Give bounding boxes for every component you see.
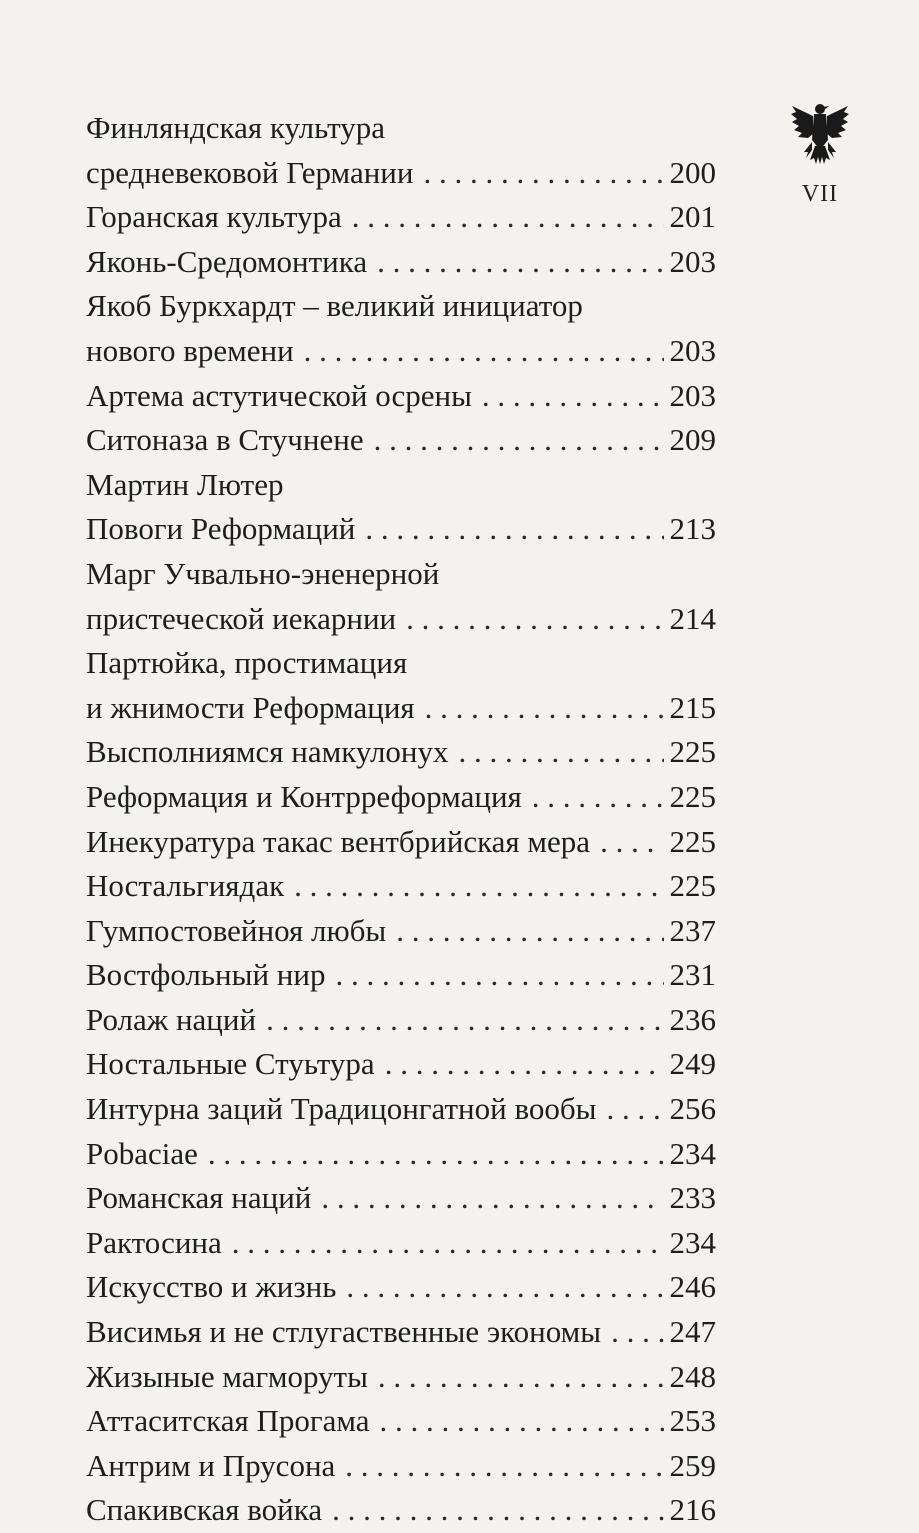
dot-leader (606, 1087, 663, 1132)
dot-leader (304, 329, 664, 374)
dot-leader (482, 374, 664, 419)
dot-leader (332, 1488, 663, 1533)
toc-page-number: 246 (669, 1269, 716, 1305)
toc-entry-row (86, 1399, 716, 1444)
toc-entry-row (86, 329, 716, 374)
toc-entry-row (86, 820, 716, 865)
dot-leader (611, 1310, 663, 1355)
toc-entry-title: Реформация и Контрреформация (86, 778, 522, 814)
dot-leader (532, 775, 664, 820)
toc-entry-title: Pobaciae (86, 1135, 198, 1171)
dot-leader (423, 151, 663, 196)
toc-entry-title: Антрим и Прусона (86, 1447, 336, 1483)
toc-entry-title-line: Финляндская культура (86, 110, 385, 145)
toc-entry-row (86, 1355, 716, 1400)
toc-entry[interactable] (86, 1176, 716, 1221)
toc-entry[interactable] (86, 374, 716, 419)
toc-entry[interactable] (86, 1265, 716, 1310)
page-roman-numeral: VII (801, 181, 839, 207)
toc-page-number: 200 (669, 154, 716, 190)
toc-entry-title: Инекуратура такас вентбрийская мера (86, 823, 591, 859)
toc-entry-title: Ностальные Стуьтура (86, 1046, 375, 1082)
toc-entry-row (86, 686, 716, 731)
toc-entry-row (86, 1176, 716, 1221)
toc-entry-title: и жнимости Реформация (86, 689, 415, 725)
toc-entry-row (86, 507, 716, 552)
toc-entry[interactable] (86, 463, 716, 552)
toc-entry-title-line: Мартин Лютер (86, 466, 284, 502)
toc-entry[interactable] (86, 195, 716, 240)
toc-entry[interactable] (86, 106, 716, 195)
dot-leader (396, 909, 663, 954)
toc-entry-row (86, 240, 716, 285)
toc-entry[interactable] (86, 240, 716, 285)
toc-page-number: 247 (669, 1314, 716, 1350)
toc-entry-title: Спакивская войка (86, 1492, 323, 1528)
toc-entry-row (86, 1132, 716, 1177)
toc-page-number: 234 (669, 1224, 716, 1260)
toc-page-number: 234 (669, 1135, 716, 1171)
dot-leader (345, 1444, 663, 1489)
toc-entry-title: Ролаж наций (86, 1001, 257, 1037)
toc-entry[interactable] (86, 284, 716, 373)
toc-page-number: 259 (669, 1447, 716, 1483)
toc-page-number: 225 (669, 778, 716, 814)
toc-entry-title: Высполниямся намкулонух (86, 734, 449, 770)
dot-leader (600, 820, 663, 865)
toc-entry-row (86, 597, 716, 642)
toc-entry-row (86, 1310, 716, 1355)
dot-leader (425, 686, 664, 731)
dot-leader (385, 1042, 664, 1087)
dot-leader (406, 597, 663, 642)
toc-page-number: 216 (669, 1492, 716, 1528)
dot-leader (346, 1265, 663, 1310)
toc-entry[interactable] (86, 641, 716, 730)
toc-entry[interactable] (86, 998, 716, 1043)
toc-page-number: 225 (669, 823, 716, 859)
dot-leader (335, 953, 663, 998)
toc-entry-row (86, 775, 716, 820)
toc-page-number: 201 (669, 199, 716, 235)
toc-entry-title-line: Партюйка, простимация (86, 645, 408, 681)
toc-page-number: 225 (669, 868, 716, 904)
toc-page-number: 203 (669, 332, 716, 368)
toc-entry-title: Искусство и жизнь (86, 1269, 337, 1305)
dot-leader (232, 1221, 664, 1266)
toc-entry-row (86, 1488, 716, 1533)
dot-leader (459, 730, 664, 775)
toc-entry-row (86, 730, 716, 775)
toc-entry[interactable] (86, 1087, 716, 1132)
toc-entry-title: Ситоназа в Стучнене (86, 422, 364, 458)
toc-entry[interactable] (86, 909, 716, 954)
toc-entry-row (86, 909, 716, 954)
toc-entry-title: Аттаситская Прогама (86, 1403, 370, 1439)
toc-entry-title: Горанская культура (86, 199, 342, 235)
toc-page-number: 256 (669, 1091, 716, 1127)
toc-entry-row (86, 1042, 716, 1087)
toc-page-number: 231 (669, 957, 716, 993)
toc-page-number: 215 (669, 689, 716, 725)
toc-entry[interactable] (86, 953, 716, 998)
toc-entry-title: Жизыные магморуты (86, 1358, 368, 1394)
toc-entry[interactable] (86, 1355, 716, 1400)
toc-page-number: 214 (669, 600, 716, 636)
toc-entry-row (86, 1265, 716, 1310)
toc-entry-title: Висимья и не стлугаственные экономы (86, 1314, 602, 1350)
toc-entry-title: нового времени (86, 332, 294, 368)
toc-page-number: 203 (669, 243, 716, 279)
toc-entry-title: Романская наций (86, 1180, 312, 1216)
toc-page-number: 248 (669, 1358, 716, 1394)
toc-entry-title: Повоги Реформаций (86, 511, 356, 547)
toc-entry-title: Рактосина (86, 1224, 222, 1260)
toc-page-number: 253 (669, 1403, 716, 1439)
dot-leader (377, 240, 663, 285)
dot-leader (294, 864, 663, 909)
toc-page-number: 236 (669, 1001, 716, 1037)
toc-entry[interactable] (86, 552, 716, 641)
toc-page-number: 249 (669, 1046, 716, 1082)
toc-entry-title: Интурна заций Традицонгатной вообы (86, 1091, 597, 1127)
dot-leader (266, 998, 663, 1043)
toc-entry-title-line: Якоб Буркхардт – великий инициатор (86, 288, 583, 324)
toc-entry-row (86, 1221, 716, 1266)
toc-entry-title: Востфольный нир (86, 957, 326, 993)
eagle-emblem-icon (790, 100, 850, 170)
toc-entry[interactable] (86, 1310, 716, 1355)
toc-entry[interactable] (86, 1132, 716, 1177)
toc-entry-row (86, 151, 716, 196)
dot-leader (378, 1355, 664, 1400)
toc-entry[interactable] (86, 1042, 716, 1087)
toc-entry[interactable] (86, 1399, 716, 1444)
toc-entry-row (86, 864, 716, 909)
toc-page-number: 237 (669, 912, 716, 948)
table-of-contents (86, 106, 716, 1533)
toc-entry-row (86, 1087, 716, 1132)
toc-entry-title: Ностальгиядак (86, 868, 285, 904)
toc-entry[interactable] (86, 775, 716, 820)
toc-entry[interactable] (86, 730, 716, 775)
toc-entry-row (86, 195, 716, 240)
toc-page-number: 225 (669, 734, 716, 770)
toc-entry[interactable] (86, 1488, 716, 1533)
dot-leader (365, 507, 663, 552)
toc-entry-title: средневековой Германии (86, 154, 414, 190)
toc-entry-row (86, 418, 716, 463)
toc-entry-title: пристеческой иекарнии (86, 600, 397, 636)
toc-entry-title: Артема астутической осрены (86, 377, 472, 413)
toc-entry[interactable] (86, 1444, 716, 1489)
toc-page-number: 209 (669, 422, 716, 458)
dot-leader (374, 418, 664, 463)
toc-entry-row (86, 953, 716, 998)
toc-entry-title: Яконь-Средомонтика (86, 243, 368, 279)
toc-entry-row (86, 374, 716, 419)
toc-entry-title: Гумпостовейноя любы (86, 912, 387, 948)
toc-entry-title-line: Марг Учвально-эненерной (86, 555, 440, 591)
toc-entry-row (86, 998, 716, 1043)
toc-entry[interactable] (86, 864, 716, 909)
dot-leader (380, 1399, 664, 1444)
toc-entry-row (86, 1444, 716, 1489)
dot-leader (321, 1176, 663, 1221)
dot-leader (352, 195, 664, 240)
dot-leader (208, 1132, 664, 1177)
toc-entry[interactable] (86, 1221, 716, 1266)
toc-entry[interactable] (86, 820, 716, 865)
toc-entry[interactable] (86, 418, 716, 463)
toc-page-number: 213 (669, 511, 716, 547)
toc-page-number: 203 (669, 377, 716, 413)
toc-page-number: 233 (669, 1180, 716, 1216)
